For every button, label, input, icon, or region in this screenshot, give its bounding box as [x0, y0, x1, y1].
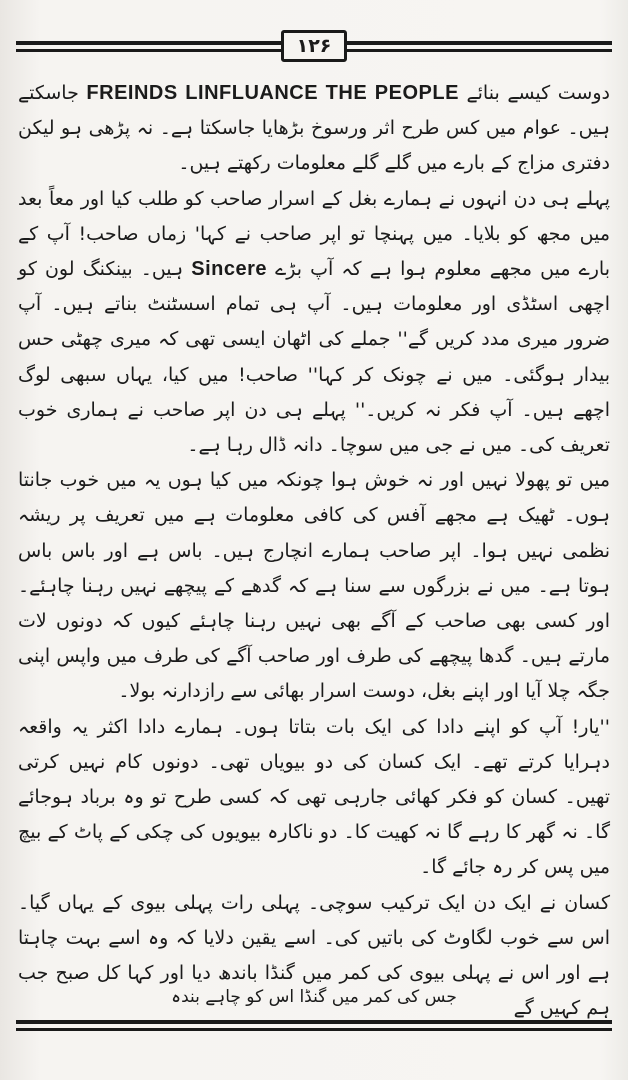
footer-rule-line-top: [16, 1020, 612, 1024]
english-phrase: FREINDS LINFLUANCE THE PEOPLE: [86, 82, 459, 104]
paragraph-text: ''یار! آپ کو اپنے دادا کی ایک بات بتاتا ہوں۔ ہمارے دادا اکثر یہ واقعہ دہرایا کرتے تھے۔ ایک کسان کی دو بیویاں تھی۔ دونوں کام نہیں کرتی تھیں۔ کسان کو فکر کھائی جارہی تھی کہ کسی طرح تو وہ برباد ہوجائے گا۔ نہ گھر کا رہے گا نہ کھیت کا۔ دو ناکارہ بیویوں کی چکی کے پاٹ کے بیچ میں پس کر رہ جائے گا۔: [18, 715, 610, 879]
footer-rule-line-bottom: [16, 1028, 612, 1031]
paragraph-text: میں تو پھولا نہیں اور نہ خوش ہوا چونکہ میں کیا ہوں یہ میں خوب جانتا ہوں۔ ٹھیک ہے مجھے آفس کی کافی معلومات ہے میں تعریف پر ریشہ نظمی نہیں ہوا۔ اپر صاحب ہمارے انچارج ہیں۔ باس ہے اور باس باس ہوتا ہے۔ میں نے بزرگوں سے سنا ہے کہ گدھے کے پیچھے نہیں رہنا چاہئے۔ اور کسی بھی صاحب کے آگے بھی نہیں رہنا چاہئے کیوں کہ دونوں لات مارتے ہیں۔ گدھا پیچھے کی طرف اور صاحب آگے کی طرف میں واپس اپنی جگہ چلا آیا اور اپنے بغل، دوست اسرار بھائی سے رازدارنہ بولا۔: [18, 469, 610, 703]
paragraph-text: ہیں۔ بینکنگ لون کو اچھی اسٹڈی اور معلومات ہیں۔ آپ ہی تمام اسسٹنٹ بناتے ہیں۔ آپ ضرور میری مدد کریں گے'' جملے کی اٹھان ایسی تھی کہ میری چھٹی حس بیدار ہوگئی۔ میں نے چونک کر کہا'' صاحب! میں کیا، یہاں سبھی لوگ اچھے ہیں۔ آپ فکر نہ کریں۔'' پہلے ہی دن اپر صاحب نے ہماری خوب تعریف کی۔ میں نے جی میں سوچا۔ دانہ ڈال رہا ہے۔: [18, 258, 610, 457]
paragraph: [18, 182, 610, 464]
footer-rule: [16, 1020, 612, 1034]
paragraph: [18, 76, 610, 182]
english-phrase: Sincere: [191, 258, 268, 281]
paragraph-text: پہلے ہی دن انہوں نے ہمارے بغل کے اسرار صاحب کو طلب کیا اور معاً بعد میں مجھ کو بلایا۔ میں پہنچا تو اپر صاحب نے کہا' زماں صاحب! آپ کے بارے میں مجھے معلوم ہوا ہے کہ آپ بڑے: [18, 187, 610, 281]
paragraph-text: کسان نے ایک دن ایک ترکیب سوچی۔ پہلی رات پہلی بیوی کے یہاں گیا۔ اس سے خوب لگاوٹ کی باتیں کی۔ اسے یقین دلایا کہ وہ اسے بہت چاہتا ہے اور اس نے پہلی بیوی کی کمر میں گنڈا باندھ دیا اور کہا کل صبح جب ہم کہیں گے: [18, 891, 610, 1020]
paragraph-text: جاسکتے ہیں۔ عوام میں کس طرح اثر ورسوخ بڑھایا جاسکتا ہے۔ نہ پڑھی ہو لیکن دفتری مزاج کے بارے میں گلے گلے معلومات رکھتے ہیں۔: [18, 82, 610, 175]
paragraph: [18, 463, 610, 709]
paragraph: [18, 710, 610, 886]
body-text: [18, 76, 610, 1026]
closing-verse: جس کی کمر میں گنڈا اس کو چاہے بندہ: [171, 987, 457, 1007]
paragraph-text: دوست کیسے بنائے: [458, 82, 610, 104]
page-number: ۱۲۶: [281, 30, 347, 62]
